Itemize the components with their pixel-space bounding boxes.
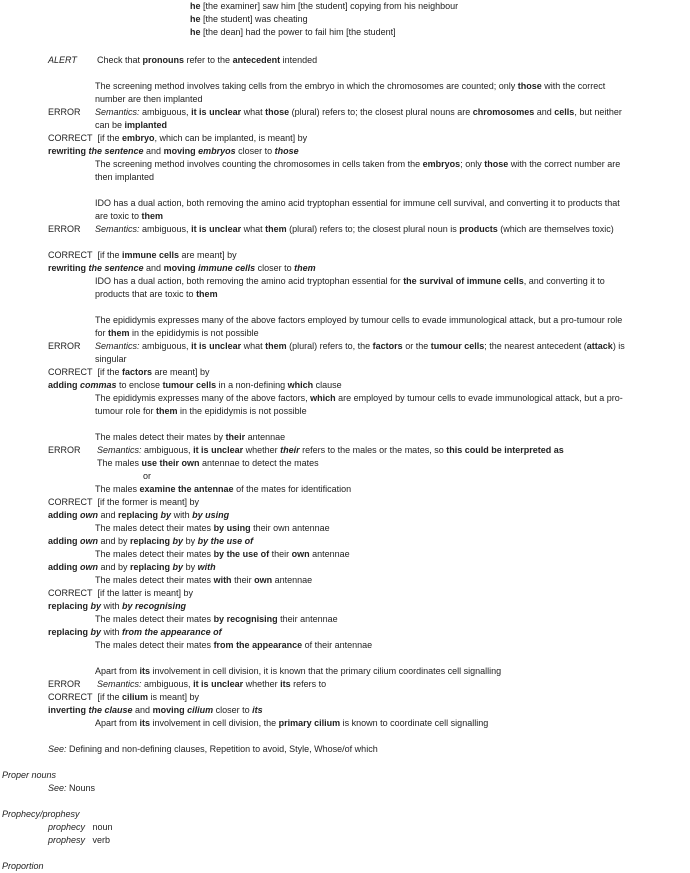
- text-line: The screening method involves counting the chromosomes in cells taken from the embryos; only those with the correct number are then implanted: [95, 159, 621, 182]
- text-line: The males detect their mates by their antennae: [95, 432, 286, 442]
- text-line: rewriting the sentence and moving immune cells closer to them: [48, 263, 316, 273]
- text-line: The males detect their mates by the use of their own antennae: [95, 549, 350, 559]
- text-line: Semantics: ambiguous, it is unclear what them (plural) refers to; the closest plural noun is products (which are themselves toxic): [95, 224, 614, 234]
- text-line: Proper nouns: [2, 770, 57, 780]
- text-line: IDO has a dual action, both removing the amino acid tryptophan essential for the survival of immune cells, and converting it to products that are toxic to them: [95, 276, 605, 299]
- text-line: Prophecy/prophesy: [2, 809, 80, 819]
- text-line: CORRECT [if the former is meant] by: [48, 497, 200, 507]
- text-line: Apart from its involvement in cell division, it is known that the primary cilium coordinates cell signalling: [95, 666, 502, 676]
- text-line: The males detect their mates from the appearance of their antennae: [95, 640, 373, 650]
- text-line: prophesy verb: [48, 835, 111, 845]
- text-line: he [the student] was cheating: [190, 14, 308, 24]
- text-line: Proportion: [2, 861, 44, 871]
- text-line: CORRECT [if the cilium is meant] by: [48, 692, 200, 702]
- text-line: adding commas to enclose tumour cells in a non-defining which clause: [48, 380, 342, 390]
- text-line: The males detect their mates with their own antennae: [95, 575, 313, 585]
- text-line: inverting the clause and moving cilium closer to its: [48, 705, 263, 715]
- text-line: The males use their own antennae to detect the mates: [97, 458, 319, 468]
- text-line: replacing by with from the appearance of: [48, 627, 222, 637]
- text-line: Semantics: ambiguous, it is unclear what them (plural) refers to, the factors or the tumour cells; the nearest antecedent (attack) is singular: [95, 341, 625, 364]
- text-line: The males examine the antennae of the mates for identification: [95, 484, 352, 494]
- text-line: CORRECT [if the factors are meant] by: [48, 367, 210, 377]
- text-line: or: [143, 471, 152, 481]
- text-line: ERROR: [48, 341, 81, 351]
- text-line: ERROR: [48, 679, 81, 689]
- text-line: Check that pronouns refer to the antecedent intended: [97, 55, 318, 65]
- text-line: adding own and replacing by with by using: [48, 510, 230, 520]
- text-line: rewriting the sentence and moving embryos closer to those: [48, 146, 299, 156]
- text-line: prophecy noun: [48, 822, 113, 832]
- text-line: The epididymis expresses many of the above factors employed by tumour cells to evade immunological attack, but a pro-tumour role for them in the epididymis is not possible: [95, 315, 623, 338]
- text-line: Apart from its involvement in cell division, the primary cilium is known to coordinate cell signalling: [95, 718, 489, 728]
- text-line: The epididymis expresses many of the above factors, which are employed by tumour cells to evade immunological attack, but a pro-tumour role for them in the epididymis is not possible: [95, 393, 623, 416]
- text-line: The males detect their mates by recognising their antennae: [95, 614, 338, 624]
- text-line: CORRECT [if the immune cells are meant] by: [48, 250, 237, 260]
- text-line: Semantics: ambiguous, it is unclear what those (plural) refers to; the closest plural nouns are chromosomes and cells, but neither can be implanted: [95, 107, 622, 130]
- text-line: Semantics: ambiguous, it is unclear whether their refers to the males or the mates, so this could be interpreted as: [97, 445, 564, 455]
- text-line: he [the dean] had the power to fail him [the student]: [190, 27, 396, 37]
- text-line: ERROR: [48, 224, 81, 234]
- text-line: ERROR: [48, 107, 81, 117]
- text-line: ALERT: [48, 55, 77, 65]
- text-line: ERROR: [48, 445, 81, 455]
- text-line: The males detect their mates by using their own antennae: [95, 523, 330, 533]
- text-line: adding own and by replacing by by by the use of: [48, 536, 254, 546]
- text-line: See: Nouns: [48, 783, 96, 793]
- text-line: See: Defining and non-defining clauses, Repetition to avoid, Style, Whose/of which: [48, 744, 378, 754]
- text-line: he [the examiner] saw him [the student] copying from his neighbour: [190, 1, 459, 11]
- text-line: CORRECT [if the embryo, which can be implanted, is meant] by: [48, 133, 308, 143]
- text-line: replacing by with by recognising: [48, 601, 187, 611]
- text-line: The screening method involves taking cells from the embryo in which the chromosomes are counted; only those with the correct number are then implanted: [95, 81, 606, 104]
- text-line: adding own and by replacing by by with: [48, 562, 216, 572]
- text-line: CORRECT [if the latter is meant] by: [48, 588, 194, 598]
- text-line: Semantics: ambiguous, it is unclear whether its refers to: [97, 679, 327, 689]
- text-line: IDO has a dual action, both removing the amino acid tryptophan essential for immune cell survival, and converting it to products that are toxic to them: [95, 198, 620, 221]
